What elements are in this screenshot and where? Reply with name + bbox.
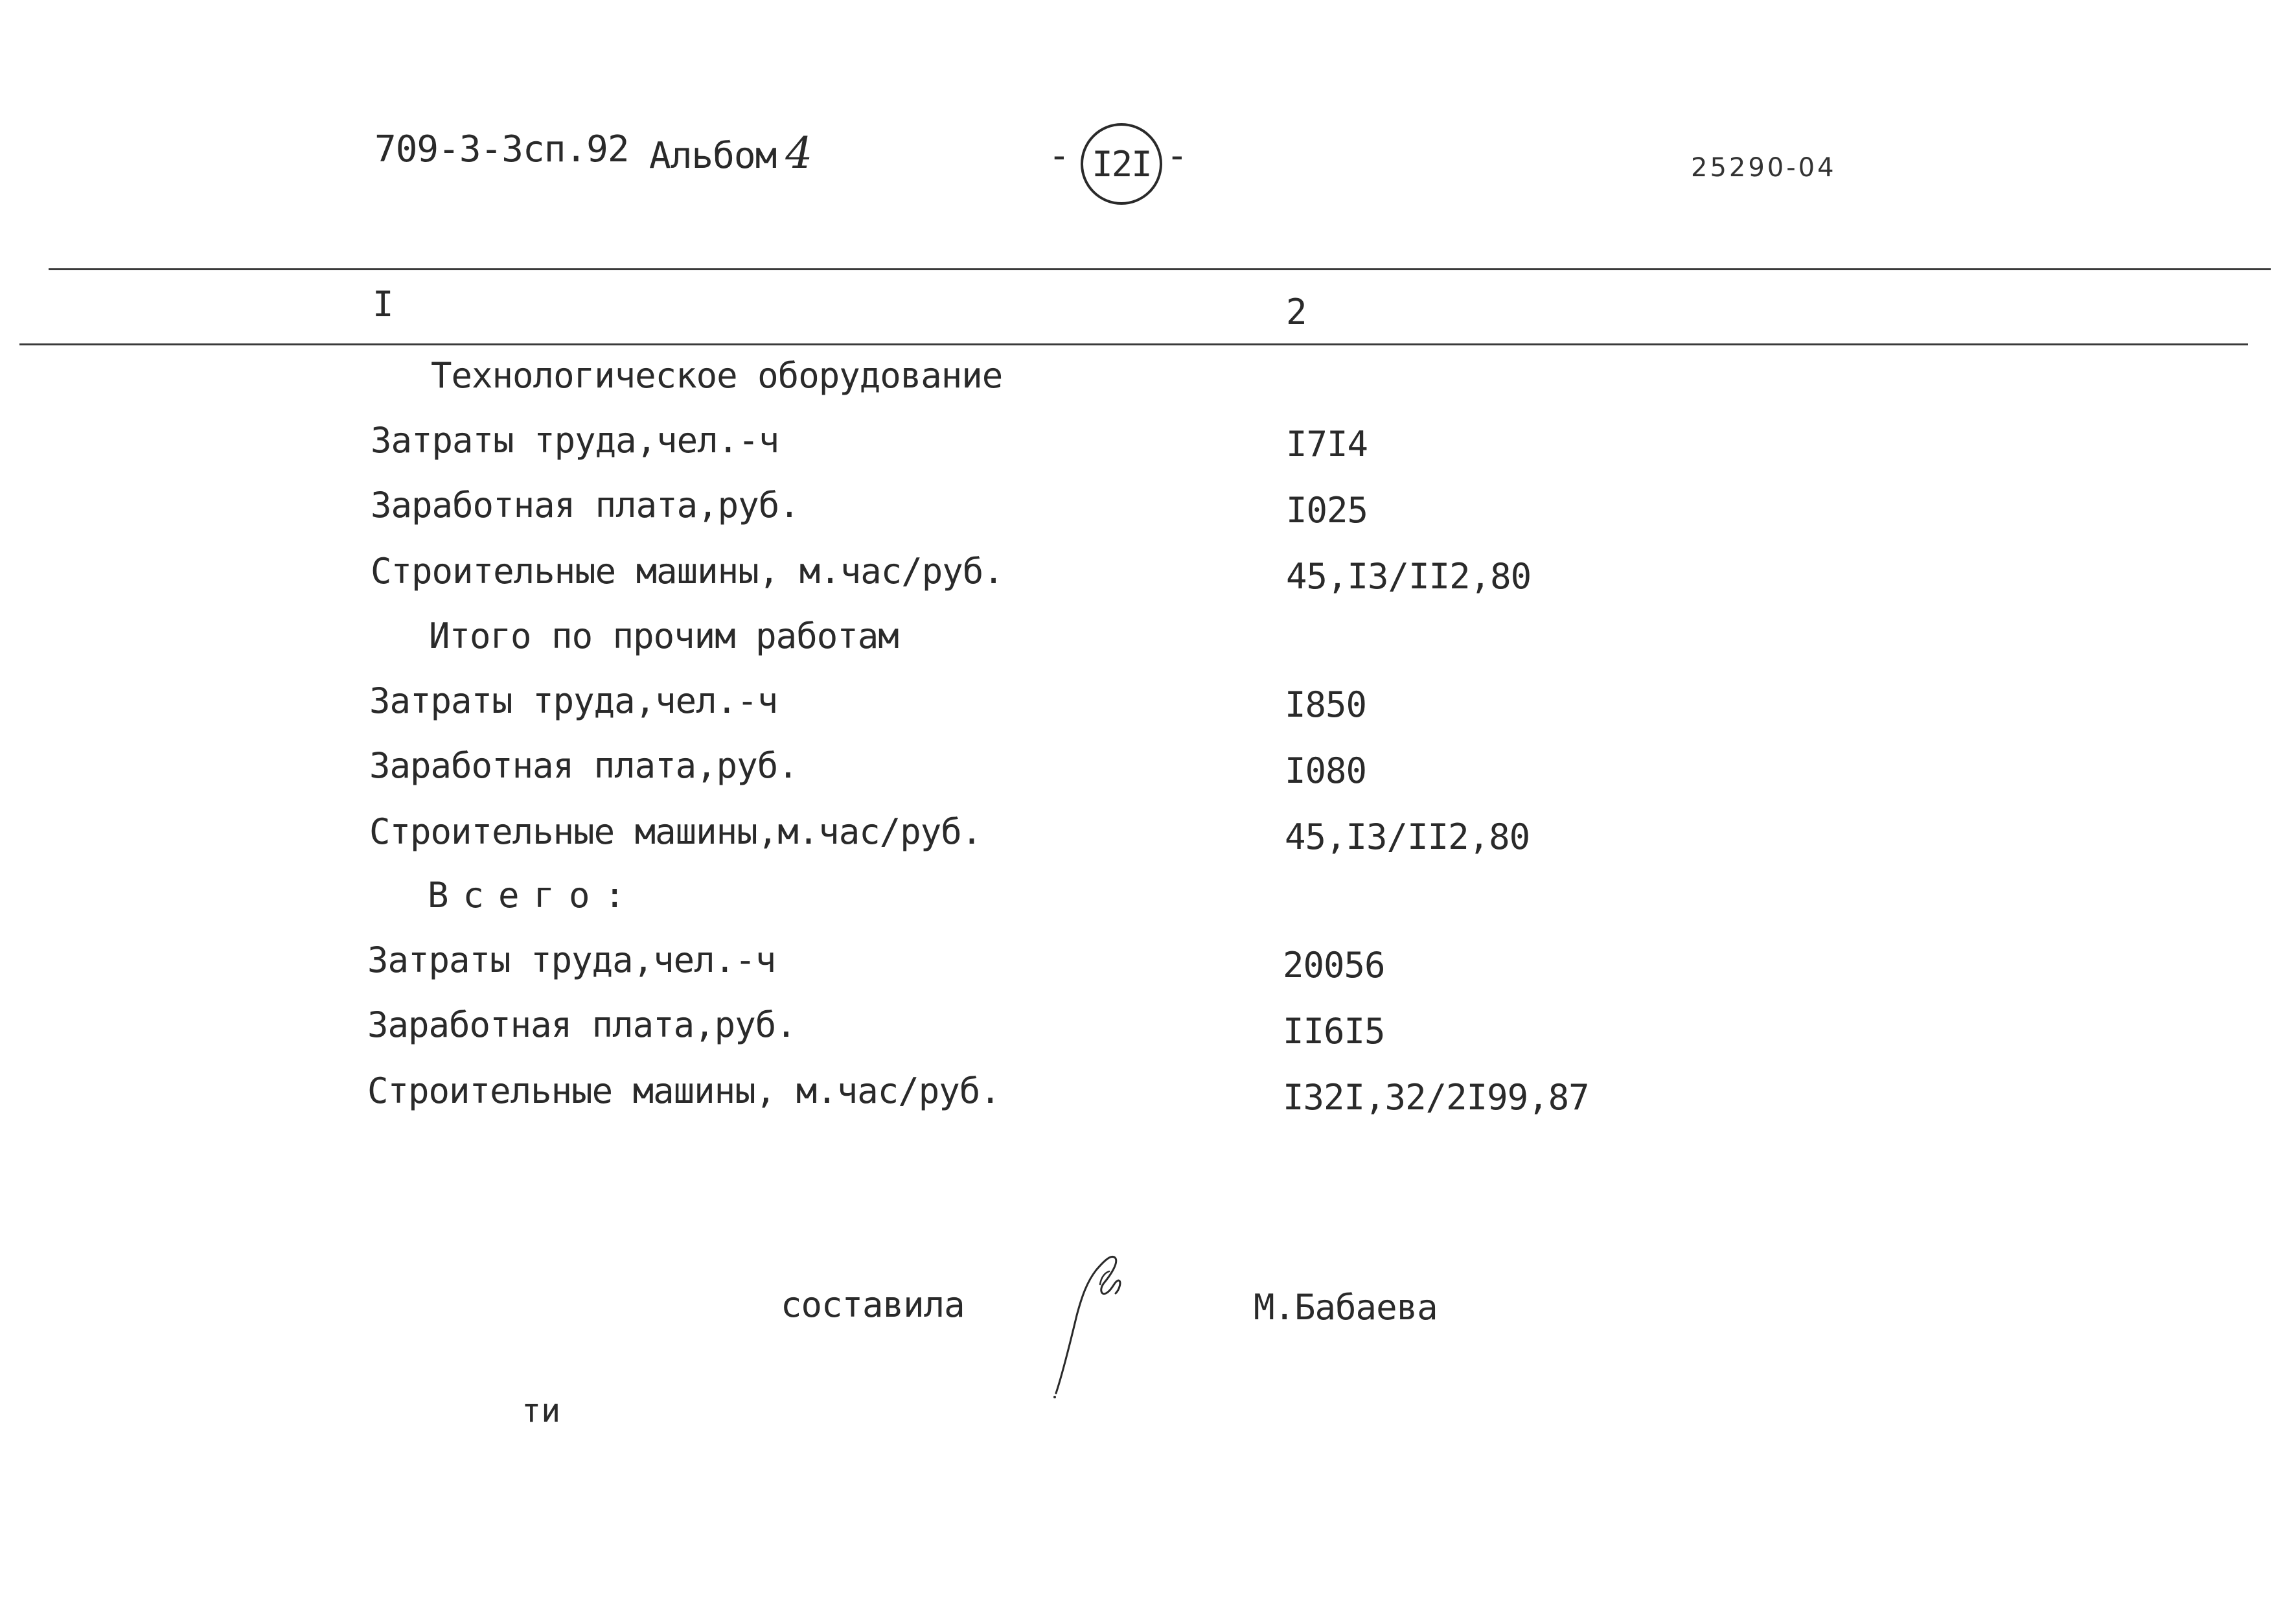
row-label: Строительные машины, м.час/руб. xyxy=(371,551,1004,592)
row-value: 20056 xyxy=(1283,945,1385,986)
column-2-header: 2 xyxy=(1286,292,1307,332)
section-title-other-works: Итого по прочим работам xyxy=(429,616,899,656)
row-value: I850 xyxy=(1285,684,1367,725)
table-header-bottom-rule xyxy=(19,343,2248,345)
row-label: Заработная плата,руб. xyxy=(367,1004,796,1045)
page-number: I2I xyxy=(1092,143,1151,185)
document-code: 709-3-3сп.92 xyxy=(374,128,629,170)
row-label: Строительные машины, м.час/руб. xyxy=(367,1070,1000,1111)
table-top-rule xyxy=(49,268,2271,270)
row-label: Затраты труда,чел.-ч xyxy=(367,940,776,980)
compiler-role-label: составила xyxy=(781,1284,965,1325)
page-dash-left: - xyxy=(1048,135,1070,177)
album-number: 4 xyxy=(785,128,812,178)
row-label: Заработная плата,руб. xyxy=(369,745,798,786)
row-value: I080 xyxy=(1285,750,1367,791)
row-value: 45,I3/II2,80 xyxy=(1285,816,1530,857)
album-label-text: Альбом xyxy=(649,135,777,177)
row-value: 45,I3/II2,80 xyxy=(1286,556,1532,597)
album-label xyxy=(649,128,812,178)
row-value: I025 xyxy=(1286,490,1368,531)
compiler-name: М.Бабаева xyxy=(1254,1287,1438,1328)
archive-stamp-code: 25290-04 xyxy=(1691,153,1837,183)
row-label: Затраты труда,чел.-ч xyxy=(369,680,778,721)
column-1-header: I xyxy=(373,284,394,325)
section-title-equipment: Технологическое оборудование xyxy=(431,355,1003,396)
signature-icon xyxy=(1037,1244,1153,1400)
row-value: I32I,32/2I99,87 xyxy=(1283,1077,1589,1118)
row-value: I7I4 xyxy=(1286,424,1368,465)
row-label: Затраты труда,чел.-ч xyxy=(371,420,779,461)
page-number-circle xyxy=(1081,123,1162,205)
footer-mark: ти xyxy=(522,1392,561,1429)
page-dash-right: - xyxy=(1166,135,1188,177)
row-label: Строительные машины,м.час/руб. xyxy=(369,811,982,852)
section-title-total: Всего: xyxy=(428,875,640,916)
row-label: Заработная плата,руб. xyxy=(371,485,799,526)
row-value: II6I5 xyxy=(1283,1011,1385,1052)
